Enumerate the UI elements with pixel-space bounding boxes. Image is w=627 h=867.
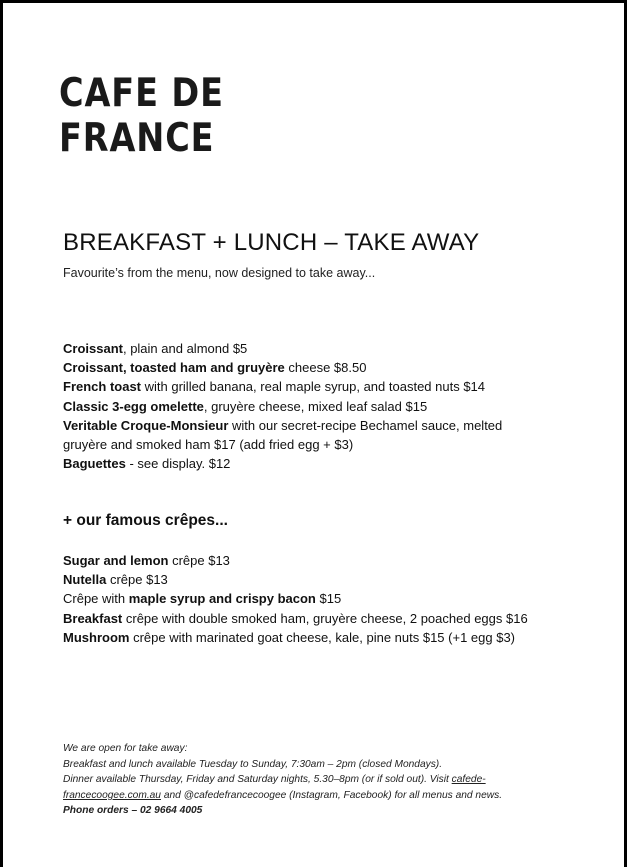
menu-item-desc: with grilled banana, real maple syrup, and toasted nuts $14	[141, 379, 486, 395]
menu-item	[63, 454, 502, 473]
footer-dinner-text: Dinner available Thursday, Friday and Saturday nights, 5.30–8pm (or if sold out). Visit	[63, 774, 452, 786]
crepe-item-name: maple syrup and crispy bacon	[128, 591, 316, 607]
footer-dinner-line	[63, 772, 502, 788]
menu-item-name: French toast	[63, 379, 142, 395]
menu-item-name: Croissant	[63, 341, 123, 356]
crepe-item	[63, 628, 528, 647]
crepe-item-desc: crêpe with double smoked ham, gruyère cheese, 2 poached eggs $16	[122, 610, 528, 626]
crepe-item-name: Nutella	[63, 572, 107, 588]
crepe-item-desc: crêpe with marinated goat cheese, kale, pine nuts $15 (+1 egg $3)	[129, 629, 516, 645]
website-link-part-2[interactable]: francecoogee.com.au	[63, 789, 161, 801]
menu-item	[63, 377, 502, 396]
crepe-item	[63, 570, 528, 589]
menu-item-desc: - see display. $12	[125, 456, 231, 472]
crepe-item	[63, 589, 528, 608]
crepe-item	[63, 609, 528, 628]
footer-social-text: and @cafedefrancecoogee (Instagram, Facebook) for all menus and news.	[160, 789, 503, 801]
menu-item	[63, 358, 502, 377]
menu-item-desc: , gruyère cheese, mixed leaf salad $15	[203, 398, 428, 414]
crepe-item-name: Mushroom	[63, 629, 130, 645]
menu-item	[63, 397, 502, 416]
footer-phone-line	[63, 803, 502, 819]
breakfast-lunch-list	[63, 339, 502, 473]
crepe-item	[63, 551, 528, 570]
footer-social-line	[63, 788, 502, 804]
menu-subtitle: Favourite’s from the menu, now designed to take away...	[63, 266, 376, 280]
menu-item-desc: cheese $8.50	[284, 360, 367, 376]
menu-item-name: Croissant, toasted ham and gruyère	[63, 360, 285, 376]
menu-item-desc: with our secret-recipe Bechamel sauce, melted	[228, 417, 503, 433]
logo-line-1: CAFE DE	[59, 71, 224, 116]
menu-item-name: Baguettes	[63, 456, 126, 472]
crepe-item-desc: crêpe $13	[168, 553, 230, 568]
menu-item	[63, 339, 502, 358]
phone-orders: Phone orders – 02 9664 4005	[63, 805, 203, 817]
crepe-item-desc: crêpe $13	[106, 572, 168, 588]
crepes-list	[63, 551, 528, 647]
menu-item-name: Veritable Croque-Monsieur	[63, 417, 229, 433]
crepes-heading: + our famous crêpes...	[63, 512, 228, 529]
crepe-item-desc: $15	[315, 591, 342, 607]
website-link-part-1[interactable]: cafede-	[451, 774, 486, 786]
footer-info	[63, 741, 502, 819]
crepe-item-prefix: Crêpe with	[63, 591, 129, 607]
crepe-item-name: Breakfast	[63, 610, 123, 626]
logo-line-2: FRANCE	[59, 116, 215, 161]
menu-item-desc: gruyère and smoked ham $17 (add fried egg + $3)	[63, 437, 354, 453]
cafe-logo	[59, 71, 224, 161]
menu-item-name: Classic 3-egg omelette	[63, 398, 204, 414]
menu-item-desc: , plain and almond $5	[122, 341, 248, 356]
menu-item	[63, 416, 502, 435]
crepe-item-name: Sugar and lemon	[63, 553, 169, 568]
footer-hours-line: Breakfast and lunch available Tuesday to Sunday, 7:30am – 2pm (closed Mondays).	[63, 758, 443, 770]
menu-title: BREAKFAST + LUNCH – TAKE AWAY	[63, 229, 480, 256]
menu-item-continued	[63, 435, 502, 454]
footer-open-line: We are open for take away:	[63, 743, 188, 754]
